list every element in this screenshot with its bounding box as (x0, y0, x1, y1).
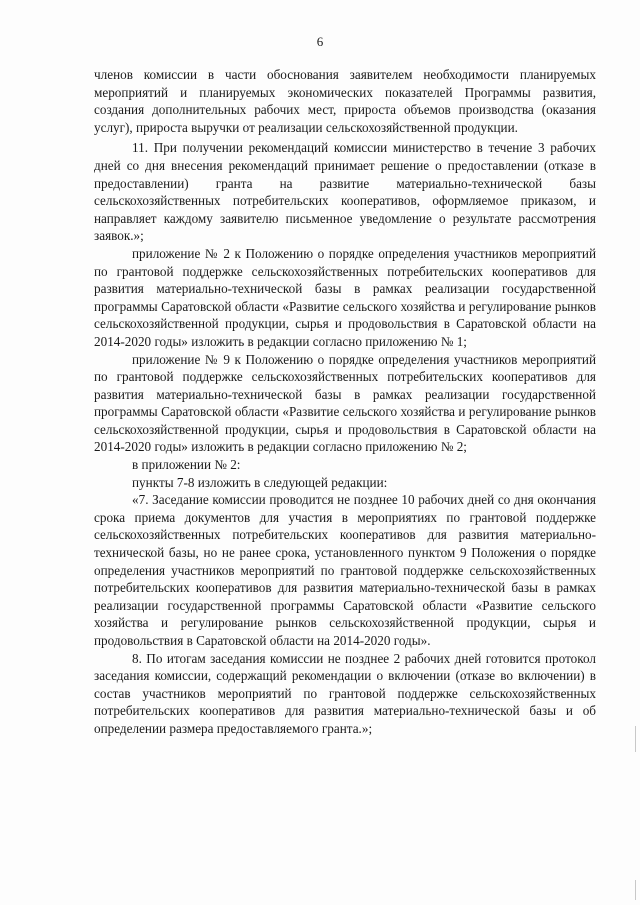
document-body (94, 66, 596, 738)
paragraph-continuation: членов комиссии в части обоснования заявителем необходимости планируемых мероприятий и планируемых экономических показателей Программы развития, создания дополнительных рабочих мест, прироста объемов производства (оказания услуг), прироста выручки от реализации сельскохозяйственной продукции. (94, 67, 596, 135)
paragraph-points-7-8: пункты 7-8 изложить в следующей редакции: (132, 474, 388, 490)
scan-edge-mark (635, 726, 636, 752)
scan-edge-mark (635, 880, 636, 900)
paragraph-appendix-9: приложение № 9 к Положению о порядке определения участников мероприятий по грантовой поддержке сельскохозяйственных потребительских кооперативов для развития материально-технической базы в рамках реализации государственной программы Саратовской области «Развитие сельского хозяйства и регулирование рынков сельскохозяйственной продукции, сырья и продовольствия в Саратовской области на 2014-2020 годы» изложить в редакции согласно приложению № 2; (94, 351, 596, 455)
paragraph-in-appendix-2: в приложении № 2: (132, 457, 241, 473)
paragraph-item-11: 11. При получении рекомендаций комиссии министерство в течение 3 рабочих дней со дня внесения рекомендаций принимает решение о предоставлении (отказе в предоставлении) гранта на развитие материально-технической базы сельскохозяйственных потребительских кооперативов, оформляемое приказом, и направляет каждому заявителю письменное уведомление о результате рассмотрения заявок.»; (94, 140, 596, 244)
page-number: 6 (316, 34, 324, 49)
paragraph-item-7: «7. Заседание комиссии проводится не позднее 10 рабочих дней со дня окончания срока приема документов для участия в мероприятиях по грантовой поддержке сельскохозяйственных потребительских кооперативов для развития материально-технической базы, но не ранее срока, установленного пунктом 9 Положения о порядке определения участников мероприятий по грантовой поддержке сельскохозяйственных потребительских кооперативов для развития материально-технической базы в рамках реализации государственной программы Саратовской области «Развитие сельского хозяйства и регулирование рынков сельскохозяйственной продукции, сырья и продовольствия в Саратовской области на 2014-2020 годы». (94, 492, 596, 648)
paragraph-item-8: 8. По итогам заседания комиссии не позднее 2 рабочих дней готовится протокол заседания комиссии, содержащий рекомендации о включении (отказе во включении) в состав участников мероприятий по грантовой поддержке сельскохозяйственных потребительских кооперативов для развития материально-технической базы и об определении размера предоставляемого гранта.»; (94, 650, 596, 736)
paragraph-appendix-2: приложение № 2 к Положению о порядке определения участников мероприятий по грантовой поддержке сельскохозяйственных потребительских кооперативов для развития материально-технической базы в рамках реализации государственной программы Саратовской области «Развитие сельского хозяйства и регулирование рынков сельскохозяйственной продукции, сырья и продовольствия в Саратовской области на 2014-2020 годы» изложить в редакции согласно приложению № 1; (94, 245, 596, 349)
